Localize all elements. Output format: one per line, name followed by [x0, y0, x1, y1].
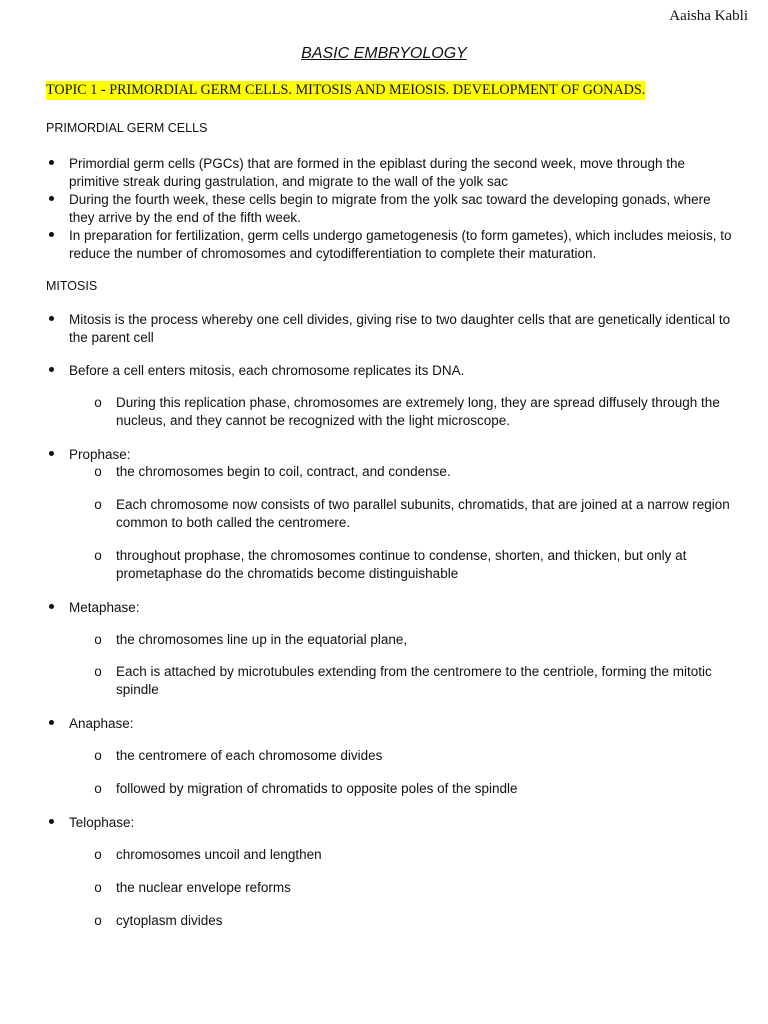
author-name: Aaisha Kabli [669, 8, 748, 24]
circle-bullet-icon: o [94, 748, 102, 763]
sub-list-item-text: the chromosomes line up in the equatorial plane, [116, 632, 408, 647]
topic-heading: TOPIC 1 - PRIMORDIAL GERM CELLS. MITOSIS AND MEIOSIS. DEVELOPMENT OF GONADS. [46, 82, 646, 98]
bullet-icon [44, 599, 58, 617]
circle-bullet-icon: o [94, 847, 102, 862]
bullet-icon [44, 155, 58, 173]
sub-list-item-text: followed by migration of chromatids to opposite poles of the spindle [116, 781, 518, 796]
list-item-text: Primordial germ cells (PGCs) that are formed in the epiblast during the second week, move through the primitive streak during gastrulation, and migrate to the wall of the yolk sac [69, 156, 686, 189]
list-item-text: Mitosis is the process whereby one cell divides, giving rise to two daughter cells that are genetically identical to the parent cell [69, 312, 731, 345]
list-item-text: In preparation for fertilization, germ cells undergo gametogenesis (to form gametes), which includes meiosis, to reduce the number of chromosomes and cytodifferentiation to complete their maturation. [69, 228, 732, 261]
sub-list-item-text: the nuclear envelope reforms [116, 880, 291, 895]
sub-list-item-text: Each chromosome now consists of two parallel subunits, chromatids, that are joined at a narrow region common to both called the centromere. [116, 497, 730, 530]
circle-bullet-icon: o [94, 880, 102, 895]
phase-label: Telophase: [69, 815, 135, 830]
sub-list-item-text: the centromere of each chromosome divides [116, 748, 383, 763]
section-heading-pgc: PRIMORDIAL GERM CELLS [46, 121, 208, 135]
bullet-icon [44, 362, 58, 380]
bullet-icon [44, 446, 58, 464]
bullet-icon [44, 311, 58, 329]
sub-list-item-text: During this replication phase, chromosomes are extremely long, they are spread diffusely through the nucleus, and they cannot be recognized with the light microscope. [116, 395, 720, 428]
phase-label: Anaphase: [69, 716, 134, 731]
circle-bullet-icon: o [94, 548, 102, 563]
sub-list-item-text: throughout prophase, the chromosomes continue to condense, shorten, and thicken, but only at prometaphase do the chromatids become distinguishable [116, 548, 687, 581]
circle-bullet-icon: o [94, 781, 102, 796]
circle-bullet-icon: o [94, 632, 102, 647]
circle-bullet-icon: o [94, 913, 102, 928]
document-title: BASIC EMBRYOLOGY [301, 45, 467, 62]
circle-bullet-icon: o [94, 464, 102, 479]
section-heading-mitosis: MITOSIS [46, 279, 98, 293]
bullet-icon [44, 814, 58, 832]
sub-list-item-text: cytoplasm divides [116, 913, 223, 928]
sub-list-item-text: chromosomes uncoil and lengthen [116, 847, 322, 862]
bullet-icon [44, 715, 58, 733]
phase-label: Metaphase: [69, 600, 140, 615]
bullet-icon [44, 191, 58, 209]
bullet-icon [44, 227, 58, 245]
circle-bullet-icon: o [94, 664, 102, 679]
list-item-text: During the fourth week, these cells begin to migrate from the yolk sac toward the developing gonads, where they arrive by the end of the fifth week. [69, 192, 711, 225]
phase-label: Prophase: [69, 447, 131, 462]
circle-bullet-icon: o [94, 395, 102, 410]
list-item-text: Before a cell enters mitosis, each chromosome replicates its DNA. [69, 363, 465, 378]
circle-bullet-icon: o [94, 497, 102, 512]
sub-list-item-text: Each is attached by microtubules extending from the centromere to the centriole, forming the mitotic spindle [116, 664, 712, 697]
sub-list-item-text: the chromosomes begin to coil, contract, and condense. [116, 464, 451, 479]
